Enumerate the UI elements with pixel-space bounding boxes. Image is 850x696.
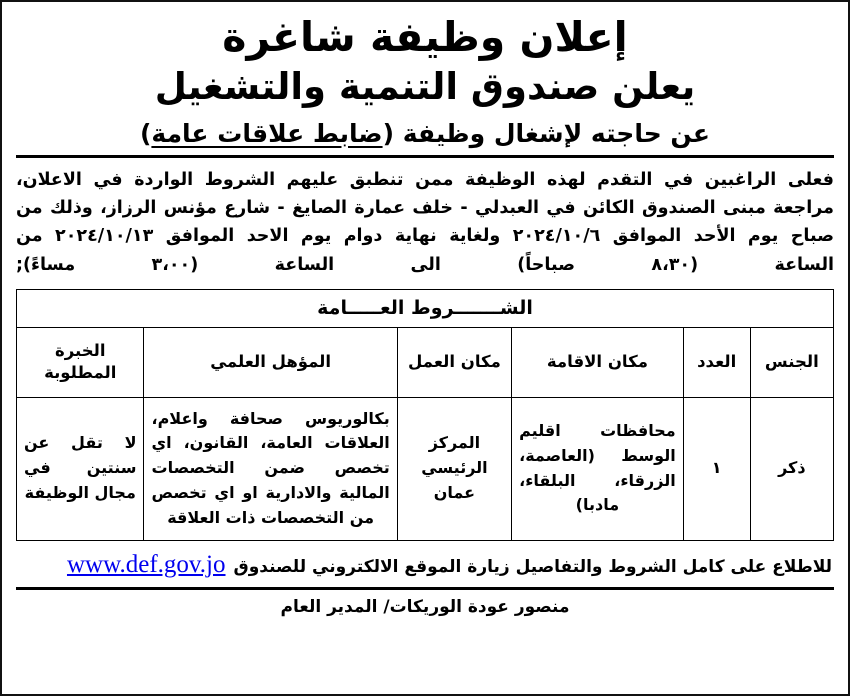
vacancy-subtitle-prefix: عن حاجته لإشغال وظيفة (: [382, 118, 711, 148]
conditions-table: [16, 289, 834, 541]
footer-note: للاطلاع على كامل الشروط والتفاصيل زيارة الموقع الالكتروني للصندوق: [233, 556, 832, 577]
page-title: إعلان وظيفة شاغرة: [222, 13, 628, 61]
table-title-row: [17, 290, 834, 328]
table-row: [17, 397, 834, 540]
vacancy-title-underlined: ضابط علاقات عامة: [151, 118, 383, 148]
header-gender: الجنس: [750, 328, 833, 398]
header-count: العدد: [683, 328, 750, 398]
divider-bottom: [16, 587, 834, 590]
header-qualification: المؤهل العلمي: [144, 328, 397, 398]
cell-experience: لا تقل عن سنتين في مجال الوظيفة: [17, 397, 144, 540]
cell-count: ١: [683, 397, 750, 540]
website-link[interactable]: www.def.gov.jo: [66, 550, 226, 578]
header-residence: مكان الاقامة: [512, 328, 684, 398]
organization-headline: يعلن صندوق التنمية والتشغيل: [154, 65, 696, 109]
vacancy-subtitle: [16, 118, 834, 149]
vacancy-subtitle-suffix: ): [139, 118, 152, 148]
body-paragraph: فعلى الراغبين في التقدم لهذه الوظيفة ممن تنطبق عليهم الشروط الواردة في الاعلان، مراجعة مبنى الصندوق الكائن في العبدلي - خلف عمارة الصايغ - شارع مؤنس الرزاز، وذلك من صباح يوم الأحد الموافق ٢٠٢٤/١٠/٦ ولغاية نهاية دوام يوم الاحد الموافق ٢٠٢٤/١٠/١٣ من الساعة (٨،٣٠ صباحاً) الى الساعة (٣،٠٠ مساءً);: [16, 169, 835, 275]
signature: منصور عودة الوريكات/ المدير العام: [280, 596, 570, 617]
header-workplace: مكان العمل: [397, 328, 511, 398]
header-experience: الخبرة المطلوبة: [17, 328, 144, 398]
footer-line: [16, 551, 834, 579]
cell-qualification: بكالوريوس صحافة واعلام، العلاقات العامة، القانون، اي تخصص ضمن التخصصات المالية والادارية او اي تخصص من التخصصات ذات العلاقة: [144, 397, 397, 540]
cell-gender: ذكر: [750, 397, 833, 540]
cell-workplace: المركز الرئيسي عمان: [397, 397, 511, 540]
divider-top: [16, 155, 834, 158]
table-header-row: [17, 328, 834, 398]
cell-residence: محافظات اقليم الوسط (العاصمة، الزرقاء، البلقاء، مادبا): [512, 397, 684, 540]
table-title: الشـــــــروط العـــــامة: [17, 290, 834, 328]
